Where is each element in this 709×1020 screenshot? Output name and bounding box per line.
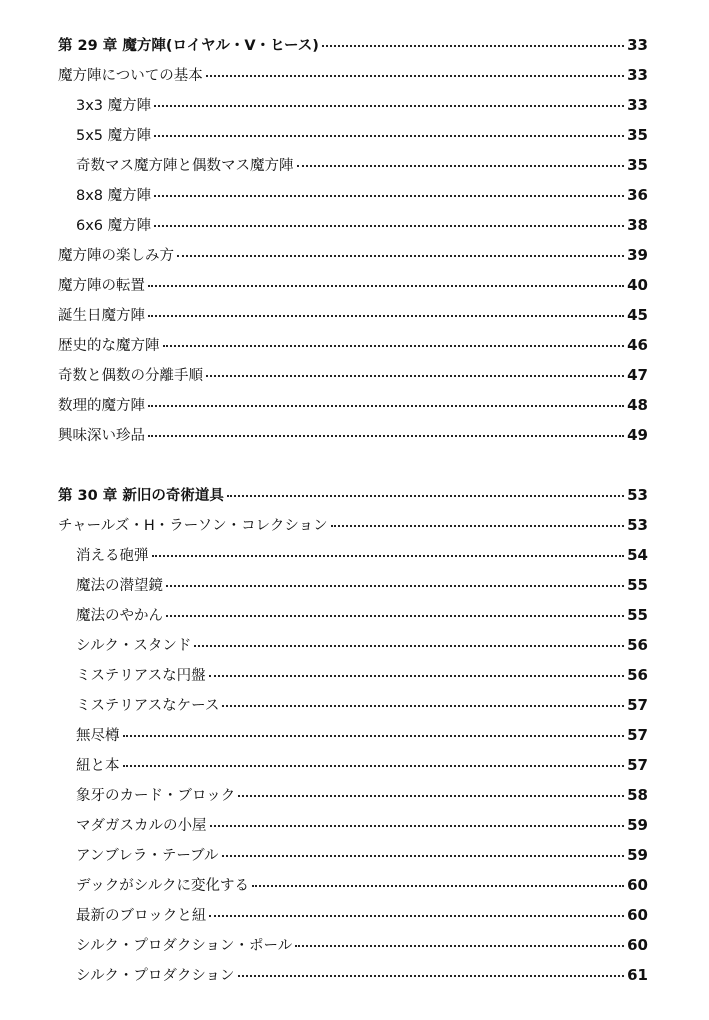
toc-entry[interactable] <box>58 930 648 960</box>
toc-entry-title: 魔方陣の楽しみ方 <box>58 248 174 264</box>
dot-leader <box>152 555 625 557</box>
toc-entry[interactable] <box>58 540 648 570</box>
toc-page-number: 39 <box>627 246 648 264</box>
toc-entry-title: 数理的魔方陣 <box>58 398 145 414</box>
toc-entry[interactable] <box>58 810 648 840</box>
toc-entry-title: 紐と本 <box>76 758 120 774</box>
toc-entry[interactable] <box>58 390 648 420</box>
dot-leader <box>209 915 624 917</box>
toc-entry[interactable] <box>58 210 648 240</box>
toc-entry-title: 魔方陣についての基本 <box>58 68 203 84</box>
toc-page-number: 60 <box>627 876 648 894</box>
toc-chapter-heading[interactable] <box>58 480 648 510</box>
toc-entry-list <box>58 510 648 990</box>
toc-entry[interactable] <box>58 300 648 330</box>
dot-leader <box>148 435 624 437</box>
toc-page-number: 58 <box>627 786 648 804</box>
toc-page-number: 55 <box>627 606 648 624</box>
dot-leader <box>154 105 624 107</box>
toc-entry[interactable] <box>58 750 648 780</box>
toc-page-number: 35 <box>627 156 648 174</box>
toc-entry[interactable] <box>58 870 648 900</box>
dot-leader <box>166 615 624 617</box>
dot-leader <box>238 795 624 797</box>
toc-entry[interactable] <box>58 240 648 270</box>
toc-entry-title: 無尽樽 <box>76 728 120 744</box>
toc-entry-title: ミステリアスなケース <box>76 698 220 714</box>
toc-entry[interactable] <box>58 840 648 870</box>
toc-page-number: 55 <box>627 576 648 594</box>
toc-page-number: 47 <box>627 366 648 384</box>
dot-leader <box>322 45 624 47</box>
toc-page-number: 60 <box>627 936 648 954</box>
toc-section-chapter-30 <box>58 480 648 990</box>
toc-entry-title: 3x3 魔方陣 <box>76 98 152 114</box>
dot-leader <box>166 585 624 587</box>
toc-entry-title: 最新のブロックと紐 <box>76 908 207 924</box>
toc-page-number: 57 <box>627 756 648 774</box>
toc-entry[interactable] <box>58 600 648 630</box>
toc-entry-title: 魔法の潜望鏡 <box>76 578 163 594</box>
toc-entry-title: 奇数マス魔方陣と偶数マス魔方陣 <box>76 158 294 174</box>
toc-entry[interactable] <box>58 360 648 390</box>
toc-page-number: 53 <box>627 486 648 504</box>
dot-leader <box>297 165 625 167</box>
dot-leader <box>154 225 624 227</box>
toc-entry[interactable] <box>58 960 648 990</box>
toc-entry[interactable] <box>58 60 648 90</box>
toc-entry[interactable] <box>58 150 648 180</box>
toc-page-number: 57 <box>627 726 648 744</box>
dot-leader <box>222 855 625 857</box>
toc-page-number: 33 <box>627 96 648 114</box>
toc-entry-title: 8x8 魔方陣 <box>76 188 152 204</box>
toc-entry-title: シルク・スタンド <box>76 638 192 654</box>
toc-page-number: 35 <box>627 126 648 144</box>
dot-leader <box>154 135 624 137</box>
dot-leader <box>222 705 624 707</box>
toc-page-number: 54 <box>627 546 648 564</box>
toc-entry-title: シルク・プロダクション <box>76 968 235 984</box>
toc-entry[interactable] <box>58 900 648 930</box>
toc-entry-title: チャールズ・H・ラーソン・コレクション <box>58 518 328 534</box>
toc-entry[interactable] <box>58 330 648 360</box>
dot-leader <box>148 405 624 407</box>
toc-entry[interactable] <box>58 420 648 450</box>
toc-chapter-title: 第 30 章 新旧の奇術道具 <box>58 488 224 504</box>
toc-entry-title: 6x6 魔方陣 <box>76 218 152 234</box>
toc-page-number: 59 <box>627 816 648 834</box>
toc-entry-title: 魔法のやかん <box>76 608 163 624</box>
dot-leader <box>148 315 624 317</box>
toc-page-number: 56 <box>627 666 648 684</box>
dot-leader <box>331 525 625 527</box>
toc-chapter-title: 第 29 章 魔方陣(ロイヤル・V・ヒース) <box>58 38 319 54</box>
toc-entry[interactable] <box>58 630 648 660</box>
toc-page-number: 38 <box>627 216 648 234</box>
toc-entry[interactable] <box>58 180 648 210</box>
toc-page-number: 33 <box>627 36 648 54</box>
toc-entry-title: 奇数と偶数の分離手順 <box>58 368 203 384</box>
toc-entry[interactable] <box>58 90 648 120</box>
toc-entry-title: マダガスカルの小屋 <box>76 818 207 834</box>
toc-entry-title: アンブレラ・テーブル <box>76 848 219 864</box>
toc-page-number: 40 <box>627 276 648 294</box>
toc-entry[interactable] <box>58 270 648 300</box>
toc-entry-title: 誕生日魔方陣 <box>58 308 145 324</box>
toc-page-number: 48 <box>627 396 648 414</box>
toc-page-number: 61 <box>627 966 648 984</box>
toc-page-number: 57 <box>627 696 648 714</box>
dot-leader <box>206 75 624 77</box>
toc-entry-title: 魔方陣の転置 <box>58 278 145 294</box>
dot-leader <box>154 195 624 197</box>
dot-leader <box>194 645 624 647</box>
dot-leader <box>227 495 624 497</box>
toc-page-number: 46 <box>627 336 648 354</box>
dot-leader <box>209 675 624 677</box>
dot-leader <box>148 285 624 287</box>
dot-leader <box>177 255 624 257</box>
dot-leader <box>238 975 625 977</box>
dot-leader <box>252 885 624 887</box>
toc-page-number: 45 <box>627 306 648 324</box>
toc-page-number: 56 <box>627 636 648 654</box>
toc-entry-title: 歴史的な魔方陣 <box>58 338 160 354</box>
toc-entry-title: 5x5 魔方陣 <box>76 128 152 144</box>
toc-entry-title: デックがシルクに変化する <box>76 878 250 894</box>
toc-page-number: 36 <box>627 186 648 204</box>
toc-entry-title: 消える砲弾 <box>76 548 149 564</box>
toc-entry-title: シルク・プロダクション・ポール <box>76 938 293 954</box>
toc-page-number: 60 <box>627 906 648 924</box>
toc-page-number: 49 <box>627 426 648 444</box>
dot-leader <box>123 765 625 767</box>
toc-page-number: 33 <box>627 66 648 84</box>
dot-leader <box>206 375 624 377</box>
toc-chapter-heading[interactable] <box>58 30 648 60</box>
toc-entry[interactable] <box>58 780 648 810</box>
toc-entry[interactable] <box>58 660 648 690</box>
toc-entry-list <box>58 60 648 450</box>
toc-entry[interactable] <box>58 120 648 150</box>
dot-leader <box>295 945 624 947</box>
toc-entry[interactable] <box>58 690 648 720</box>
toc-entry-title: 象牙のカード・ブロック <box>76 788 236 804</box>
dot-leader <box>123 735 625 737</box>
toc-page-number: 59 <box>627 846 648 864</box>
toc-section-chapter-29 <box>58 30 648 450</box>
toc-entry-title: 興味深い珍品 <box>58 428 145 444</box>
toc-page-number: 53 <box>627 516 648 534</box>
toc-entry-title: ミステリアスな円盤 <box>76 668 206 684</box>
toc-entry[interactable] <box>58 570 648 600</box>
dot-leader <box>163 345 625 347</box>
toc-entry[interactable] <box>58 510 648 540</box>
dot-leader <box>210 825 625 827</box>
toc-entry[interactable] <box>58 720 648 750</box>
